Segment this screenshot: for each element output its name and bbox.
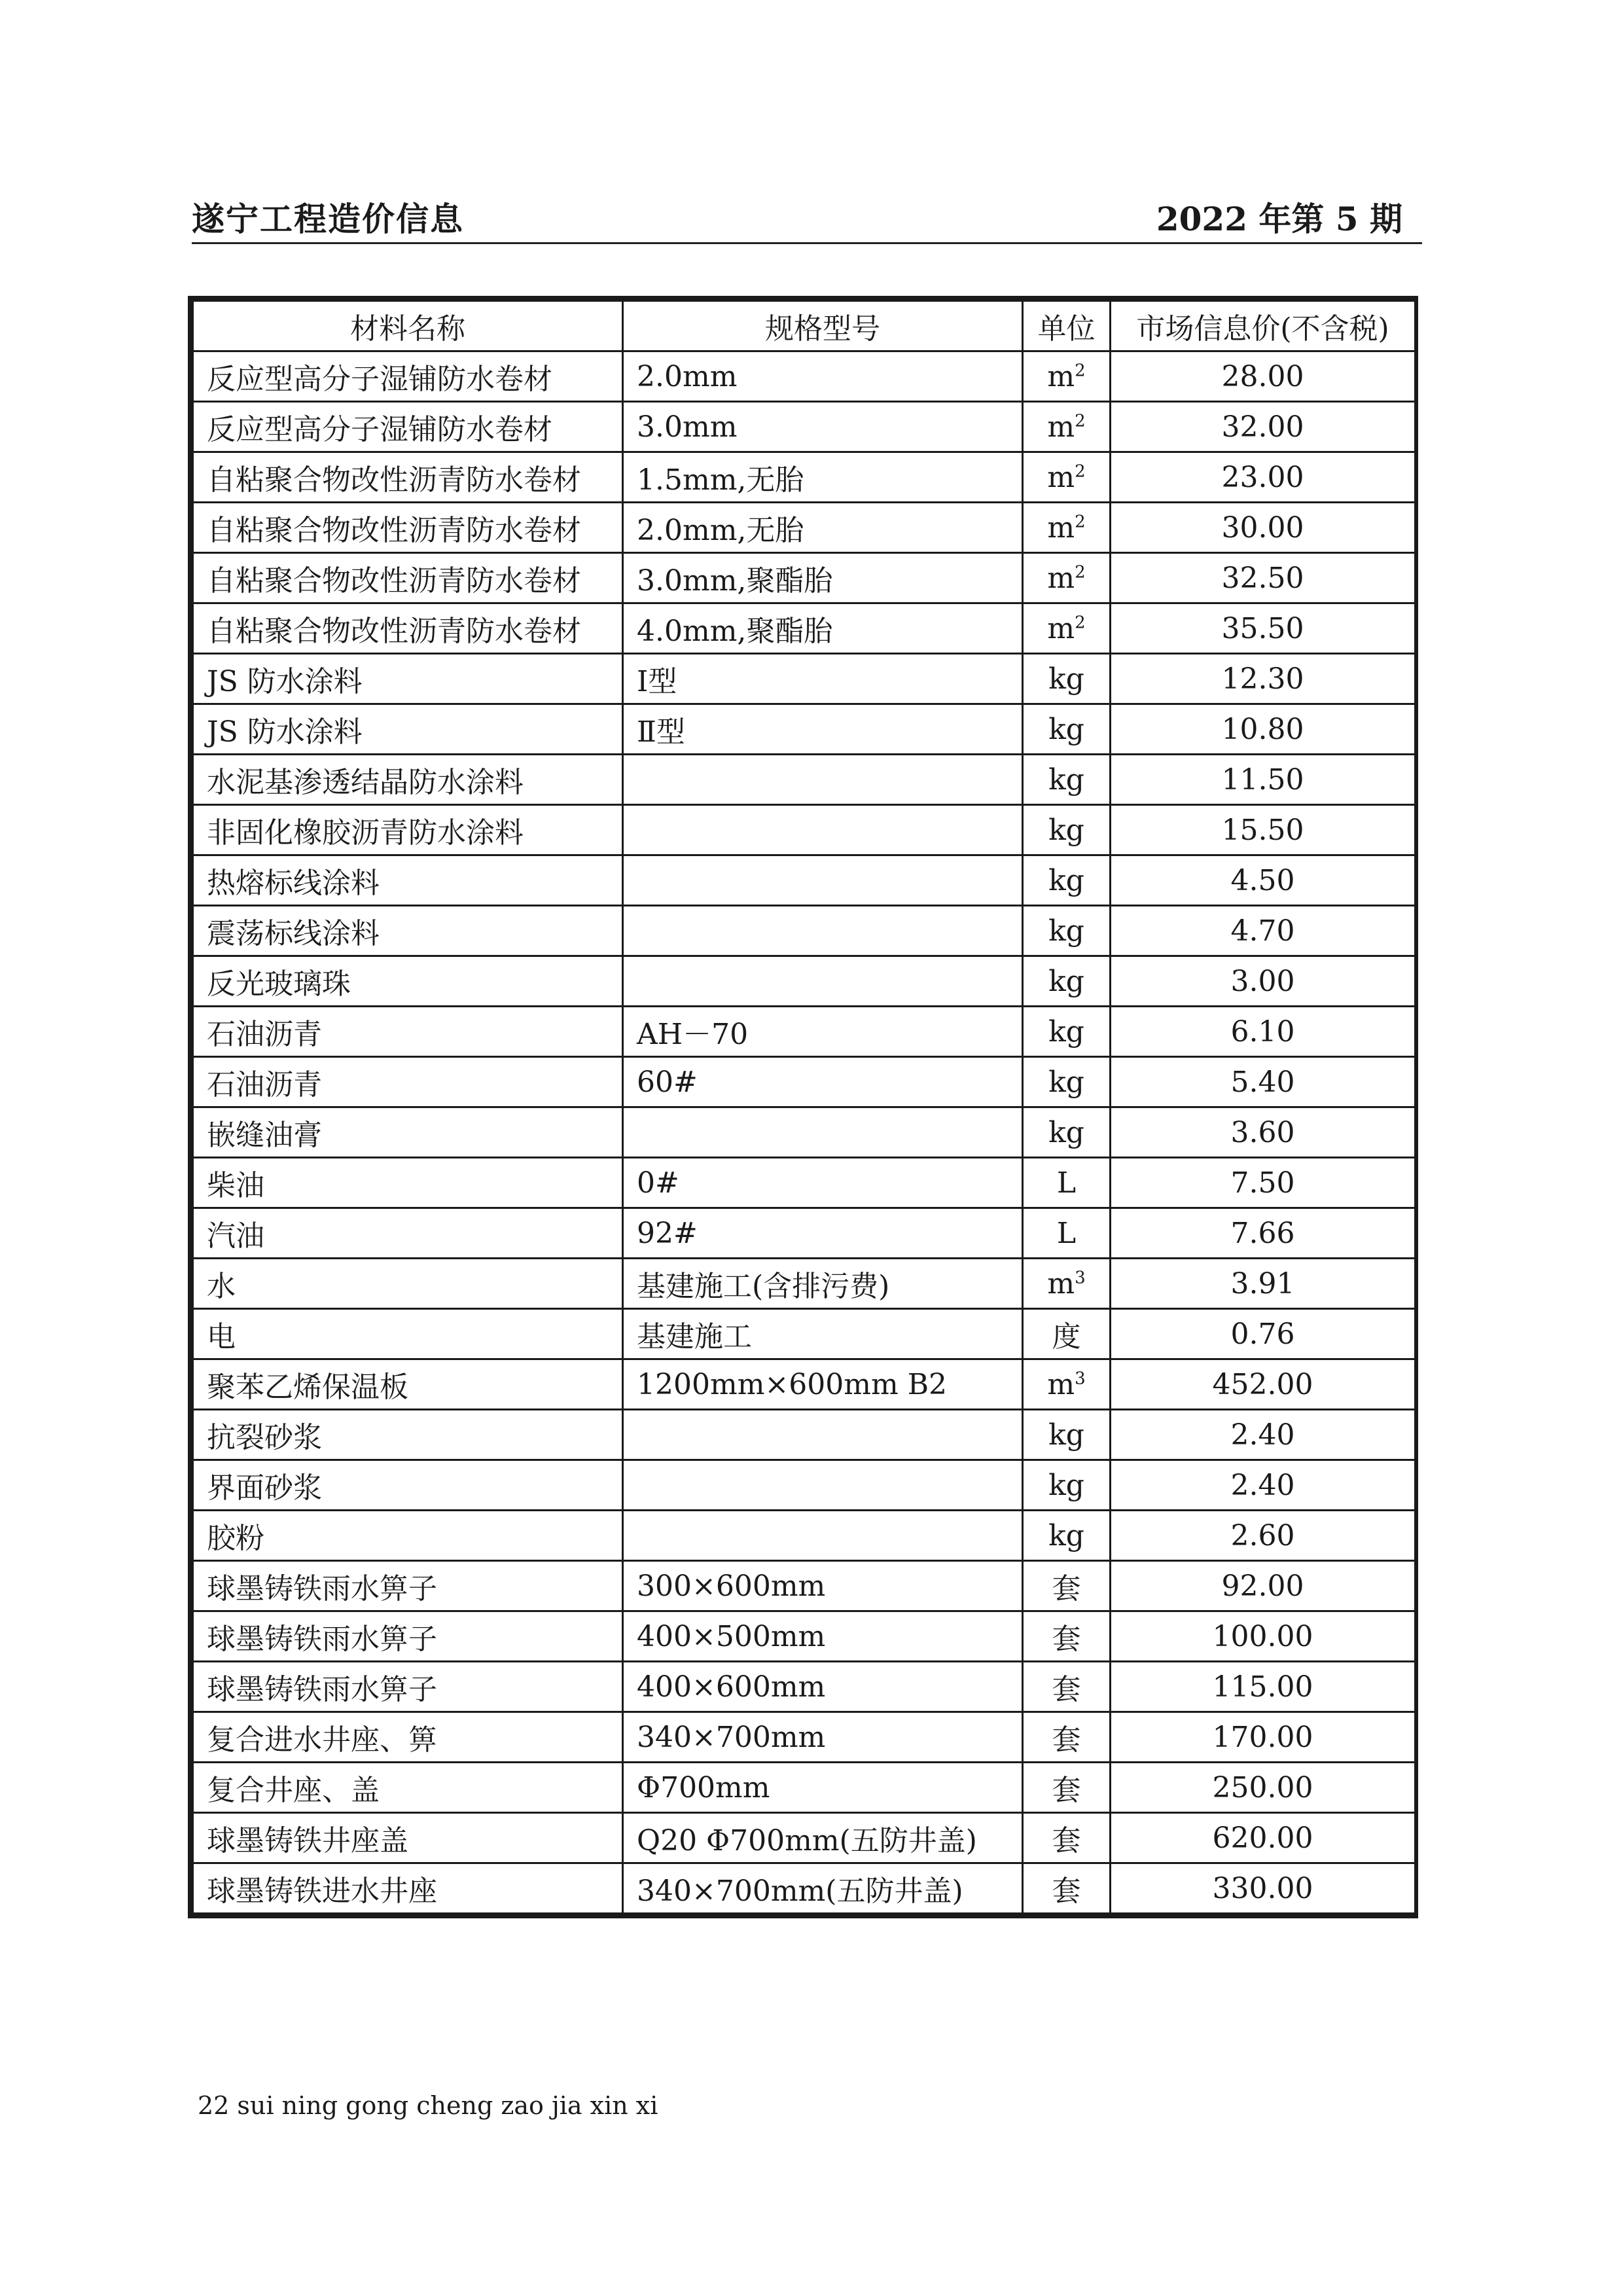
unit-text: m: [1047, 511, 1075, 545]
material-name-cell: 非固化橡胶沥青防水涂料: [193, 805, 623, 855]
material-name-cell: 石油沥青: [193, 1057, 623, 1107]
unit-text: kg: [1048, 712, 1084, 746]
column-header-price: 市场信息价(不含税): [1111, 301, 1416, 351]
material-name-cell: 嵌缝油膏: [193, 1107, 623, 1158]
material-name-cell: 水: [193, 1259, 623, 1309]
spec-cell: 基建施工(含排污费): [623, 1259, 1023, 1309]
material-name-cell: 球墨铸铁雨水箅子: [193, 1662, 623, 1712]
spec-cell: 1.5mm,无胎: [623, 452, 1023, 503]
table-row: [193, 1259, 1416, 1309]
price-cell: 0.76: [1111, 1309, 1416, 1359]
unit-cell: [1023, 503, 1111, 553]
price-cell: 330.00: [1111, 1863, 1416, 1914]
spec-cell: [623, 755, 1023, 805]
unit-cell: [1023, 1763, 1111, 1813]
price-cell: 3.00: [1111, 956, 1416, 1007]
unit-text: m: [1047, 1266, 1075, 1300]
unit-text: 度: [1052, 1320, 1081, 1354]
material-name-cell: 球墨铸铁进水井座: [193, 1863, 623, 1914]
material-name-cell: 反应型高分子湿铺防水卷材: [193, 351, 623, 402]
spec-cell: 400×600mm: [623, 1662, 1023, 1712]
price-cell: 15.50: [1111, 805, 1416, 855]
unit-cell: [1023, 1813, 1111, 1863]
unit-text: kg: [1048, 1468, 1084, 1502]
unit-text: m: [1047, 561, 1075, 595]
spec-cell: AH－70: [623, 1007, 1023, 1057]
price-cell: 4.70: [1111, 906, 1416, 956]
unit-cell: [1023, 1309, 1111, 1359]
table-row: [193, 1007, 1416, 1057]
unit-text: 套: [1052, 1572, 1081, 1605]
material-name-cell: 水泥基渗透结晶防水涂料: [193, 755, 623, 805]
unit-cell: [1023, 1107, 1111, 1158]
table-row: [193, 351, 1416, 402]
unit-text: m: [1047, 1367, 1075, 1401]
unit-text: 套: [1052, 1874, 1081, 1908]
spec-cell: [623, 1511, 1023, 1561]
spec-cell: 340×700mm: [623, 1712, 1023, 1763]
unit-exponent: 2: [1075, 612, 1086, 632]
spec-cell: 340×700mm(五防井盖): [623, 1863, 1023, 1914]
unit-text: kg: [1048, 1418, 1084, 1452]
spec-cell: 3.0mm: [623, 402, 1023, 452]
price-table: [192, 300, 1416, 1914]
table-row: [193, 1359, 1416, 1410]
page-header: [192, 187, 1422, 239]
unit-text: kg: [1048, 964, 1084, 998]
table-row: [193, 1763, 1416, 1813]
unit-cell: [1023, 1208, 1111, 1259]
price-cell: 100.00: [1111, 1611, 1416, 1662]
unit-cell: [1023, 1712, 1111, 1763]
table-row: [193, 1561, 1416, 1611]
price-cell: 250.00: [1111, 1763, 1416, 1813]
unit-text: m: [1047, 611, 1075, 645]
page-footer: 22 sui ning gong cheng zao jia xin xi: [198, 2091, 658, 2120]
price-cell: 12.30: [1111, 654, 1416, 704]
material-name-cell: JS 防水涂料: [193, 704, 623, 755]
spec-cell: Ⅱ型: [623, 704, 1023, 755]
unit-cell: [1023, 603, 1111, 654]
price-cell: 5.40: [1111, 1057, 1416, 1107]
unit-exponent: 3: [1075, 1368, 1086, 1388]
material-name-cell: 抗裂砂浆: [193, 1410, 623, 1460]
spec-cell: [623, 956, 1023, 1007]
unit-text: kg: [1048, 813, 1084, 847]
unit-exponent: 3: [1075, 1267, 1086, 1287]
material-name-cell: 自粘聚合物改性沥青防水卷材: [193, 603, 623, 654]
unit-cell: [1023, 402, 1111, 452]
table-row: [193, 956, 1416, 1007]
table-row: [193, 906, 1416, 956]
price-cell: 2.60: [1111, 1511, 1416, 1561]
unit-text: 套: [1052, 1774, 1081, 1807]
unit-cell: [1023, 755, 1111, 805]
table-row: [193, 1712, 1416, 1763]
unit-exponent: 2: [1075, 410, 1086, 431]
spec-cell: 400×500mm: [623, 1611, 1023, 1662]
price-cell: 7.50: [1111, 1158, 1416, 1208]
price-cell: 620.00: [1111, 1813, 1416, 1863]
unit-cell: [1023, 1410, 1111, 1460]
unit-cell: [1023, 452, 1111, 503]
material-name-cell: 石油沥青: [193, 1007, 623, 1057]
table-row: [193, 755, 1416, 805]
unit-text: kg: [1048, 1518, 1084, 1552]
table-row: [193, 1309, 1416, 1359]
unit-text: 套: [1052, 1623, 1081, 1656]
spec-cell: Q20 Φ700mm(五防井盖): [623, 1813, 1023, 1863]
table-row: [193, 603, 1416, 654]
unit-text: 套: [1052, 1723, 1081, 1757]
column-header-unit: 单位: [1023, 301, 1111, 351]
material-name-cell: 复合井座、盖: [193, 1763, 623, 1813]
material-name-cell: 球墨铸铁井座盖: [193, 1813, 623, 1863]
spec-cell: 60#: [623, 1057, 1023, 1107]
price-cell: 7.66: [1111, 1208, 1416, 1259]
spec-cell: 基建施工: [623, 1309, 1023, 1359]
column-header-spec: 规格型号: [623, 301, 1023, 351]
unit-text: kg: [1048, 762, 1084, 797]
unit-cell: [1023, 855, 1111, 906]
publication-title: 遂宁工程造价信息: [192, 200, 464, 238]
unit-text: kg: [1048, 1014, 1084, 1049]
spec-cell: 0#: [623, 1158, 1023, 1208]
material-name-cell: JS 防水涂料: [193, 654, 623, 704]
unit-text: 套: [1052, 1824, 1081, 1857]
unit-cell: [1023, 1611, 1111, 1662]
spec-cell: 1200mm×600mm B2: [623, 1359, 1023, 1410]
unit-cell: [1023, 1057, 1111, 1107]
unit-text: kg: [1048, 662, 1084, 696]
unit-cell: [1023, 553, 1111, 603]
material-name-cell: 汽油: [193, 1208, 623, 1259]
table-row: [193, 553, 1416, 603]
material-name-cell: 柴油: [193, 1158, 623, 1208]
spec-cell: Φ700mm: [623, 1763, 1023, 1813]
spec-cell: [623, 1410, 1023, 1460]
material-name-cell: 电: [193, 1309, 623, 1359]
table-row: [193, 452, 1416, 503]
price-cell: 10.80: [1111, 704, 1416, 755]
material-name-cell: 震荡标线涂料: [193, 906, 623, 956]
material-name-cell: 球墨铸铁雨水箅子: [193, 1611, 623, 1662]
spec-cell: [623, 1460, 1023, 1511]
table-body: [193, 351, 1416, 1914]
column-header-name: 材料名称: [193, 301, 623, 351]
table-row: [193, 503, 1416, 553]
spec-cell: 2.0mm: [623, 351, 1023, 402]
price-cell: 32.00: [1111, 402, 1416, 452]
unit-text: kg: [1048, 1065, 1084, 1099]
unit-cell: [1023, 351, 1111, 402]
material-name-cell: 反光玻璃珠: [193, 956, 623, 1007]
price-cell: 6.10: [1111, 1007, 1416, 1057]
spec-cell: [623, 855, 1023, 906]
unit-text: 套: [1052, 1673, 1081, 1706]
unit-cell: [1023, 956, 1111, 1007]
table-row: [193, 1813, 1416, 1863]
price-cell: 452.00: [1111, 1359, 1416, 1410]
table-row: [193, 1208, 1416, 1259]
price-table-frame: [188, 296, 1418, 1918]
unit-text: m: [1047, 410, 1075, 444]
unit-cell: [1023, 906, 1111, 956]
spec-cell: 300×600mm: [623, 1561, 1023, 1611]
spec-cell: 92#: [623, 1208, 1023, 1259]
unit-cell: [1023, 805, 1111, 855]
table-row: [193, 1611, 1416, 1662]
unit-text: L: [1056, 1166, 1077, 1200]
material-name-cell: 球墨铸铁雨水箅子: [193, 1561, 623, 1611]
price-cell: 30.00: [1111, 503, 1416, 553]
material-name-cell: 自粘聚合物改性沥青防水卷材: [193, 503, 623, 553]
unit-cell: [1023, 1007, 1111, 1057]
table-row: [193, 1511, 1416, 1561]
table-row: [193, 1057, 1416, 1107]
spec-cell: 2.0mm,无胎: [623, 503, 1023, 553]
price-cell: 3.91: [1111, 1259, 1416, 1309]
unit-cell: [1023, 1662, 1111, 1712]
table-row: [193, 402, 1416, 452]
price-cell: 92.00: [1111, 1561, 1416, 1611]
price-cell: 115.00: [1111, 1662, 1416, 1712]
unit-cell: [1023, 1259, 1111, 1309]
price-cell: 2.40: [1111, 1460, 1416, 1511]
unit-cell: [1023, 654, 1111, 704]
table-row: [193, 1410, 1416, 1460]
unit-cell: [1023, 1460, 1111, 1511]
spec-cell: 4.0mm,聚酯胎: [623, 603, 1023, 654]
unit-exponent: 2: [1075, 461, 1086, 481]
spec-cell: [623, 805, 1023, 855]
unit-exponent: 2: [1075, 360, 1086, 380]
unit-cell: [1023, 1561, 1111, 1611]
unit-cell: [1023, 704, 1111, 755]
material-name-cell: 聚苯乙烯保温板: [193, 1359, 623, 1410]
spec-cell: 3.0mm,聚酯胎: [623, 553, 1023, 603]
table-row: [193, 1107, 1416, 1158]
price-cell: 32.50: [1111, 553, 1416, 603]
price-cell: 23.00: [1111, 452, 1416, 503]
table-row: [193, 704, 1416, 755]
material-name-cell: 界面砂浆: [193, 1460, 623, 1511]
price-cell: 3.60: [1111, 1107, 1416, 1158]
unit-cell: [1023, 1158, 1111, 1208]
table-row: [193, 855, 1416, 906]
price-cell: 11.50: [1111, 755, 1416, 805]
material-name-cell: 热熔标线涂料: [193, 855, 623, 906]
table-header-row: [193, 301, 1416, 351]
unit-text: kg: [1048, 914, 1084, 948]
table-row: [193, 1460, 1416, 1511]
table-row: [193, 1662, 1416, 1712]
price-cell: 35.50: [1111, 603, 1416, 654]
unit-text: m: [1047, 359, 1075, 393]
material-name-cell: 胶粉: [193, 1511, 623, 1561]
unit-text: kg: [1048, 863, 1084, 897]
price-cell: 170.00: [1111, 1712, 1416, 1763]
table-row: [193, 654, 1416, 704]
unit-exponent: 2: [1075, 511, 1086, 531]
table-row: [193, 1863, 1416, 1914]
price-cell: 28.00: [1111, 351, 1416, 402]
issue-label: 2022 年第 5 期: [1156, 200, 1402, 238]
unit-exponent: 2: [1075, 562, 1086, 582]
table-row: [193, 1158, 1416, 1208]
spec-cell: Ⅰ型: [623, 654, 1023, 704]
material-name-cell: 自粘聚合物改性沥青防水卷材: [193, 553, 623, 603]
unit-cell: [1023, 1359, 1111, 1410]
material-name-cell: 复合进水井座、箅: [193, 1712, 623, 1763]
unit-text: L: [1056, 1216, 1077, 1250]
table-row: [193, 805, 1416, 855]
spec-cell: [623, 1107, 1023, 1158]
price-cell: 2.40: [1111, 1410, 1416, 1460]
spec-cell: [623, 906, 1023, 956]
material-name-cell: 反应型高分子湿铺防水卷材: [193, 402, 623, 452]
unit-text: m: [1047, 460, 1075, 494]
unit-cell: [1023, 1863, 1111, 1914]
unit-cell: [1023, 1511, 1111, 1561]
price-cell: 4.50: [1111, 855, 1416, 906]
header-divider: [192, 242, 1422, 244]
material-name-cell: 自粘聚合物改性沥青防水卷材: [193, 452, 623, 503]
unit-text: kg: [1048, 1115, 1084, 1149]
